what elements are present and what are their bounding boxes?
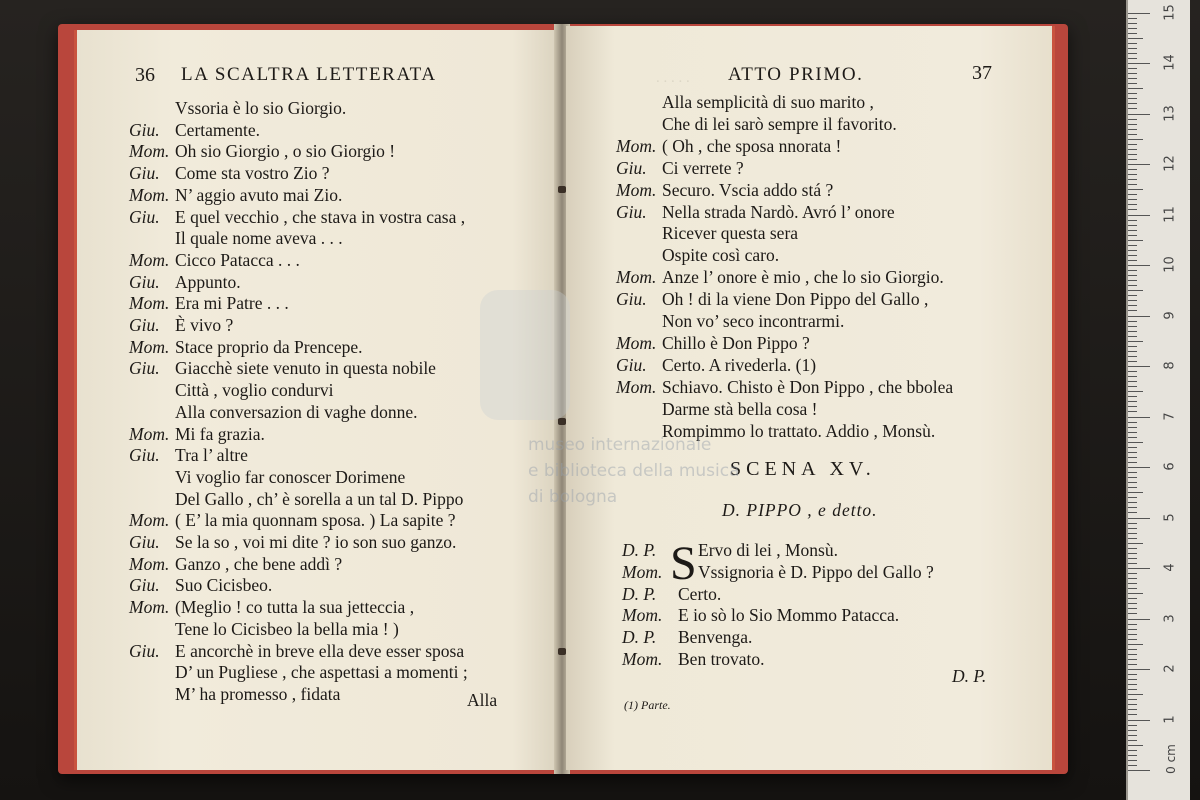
ruler-tick bbox=[1128, 204, 1137, 205]
ruler-tick bbox=[1128, 184, 1137, 185]
ruler-tick bbox=[1128, 154, 1137, 155]
left-text-speaker: Mom. bbox=[129, 553, 170, 574]
ruler-tick bbox=[1128, 270, 1137, 271]
ruler-tick bbox=[1128, 386, 1137, 387]
ruler-tick bbox=[1128, 13, 1150, 14]
left-text-line: Alla conversazion di vaghe donne. bbox=[175, 401, 418, 422]
right-text-line: Ci verrete ? bbox=[662, 157, 744, 178]
ruler-tick bbox=[1128, 326, 1137, 327]
ruler-number: 13 bbox=[1162, 104, 1178, 122]
ruler-number: 12 bbox=[1162, 155, 1178, 172]
ruler-tick bbox=[1128, 199, 1137, 200]
left-text-line: Tra l’ altre bbox=[175, 445, 248, 466]
ruler-tick bbox=[1128, 644, 1143, 645]
right-text-line: Schiavo. Chisto è Don Pippo , che bbolea bbox=[662, 376, 954, 397]
ruler-tick bbox=[1128, 220, 1137, 221]
ruler-tick bbox=[1128, 381, 1137, 382]
ruler-tick bbox=[1128, 240, 1143, 241]
ruler-tick bbox=[1128, 432, 1137, 433]
ruler-tick bbox=[1128, 124, 1137, 125]
ruler-tick bbox=[1128, 144, 1137, 145]
ruler-tick bbox=[1128, 770, 1150, 771]
right-text-line: Oh ! di la viene Don Pippo del Gallo , bbox=[662, 289, 929, 310]
right-text-line: Ospite così caro. bbox=[662, 245, 780, 266]
ruler-tick bbox=[1128, 194, 1137, 195]
ruler-tick bbox=[1128, 417, 1150, 418]
ruler-tick bbox=[1128, 119, 1137, 120]
ruler-tick bbox=[1128, 336, 1137, 337]
ruler-tick bbox=[1128, 704, 1137, 705]
ruler-tick bbox=[1128, 300, 1137, 301]
left-text-speaker: Mom. bbox=[129, 293, 170, 314]
ruler-tick bbox=[1128, 103, 1137, 104]
ruler-tick bbox=[1128, 725, 1137, 726]
left-text-line: Vssoria è lo sio Giorgio. bbox=[175, 98, 347, 118]
left-text-speaker: Giu. bbox=[129, 358, 160, 379]
left-text-line: Oh sio Giorgio , o sio Giorgio ! bbox=[175, 141, 396, 162]
left-text-line: Certamente. bbox=[175, 119, 261, 140]
ruler-number: 9 bbox=[1162, 310, 1178, 320]
ruler-number: 1 bbox=[1162, 714, 1178, 724]
ruler-tick bbox=[1128, 134, 1137, 135]
ruler-tick bbox=[1128, 518, 1150, 519]
ruler-tick bbox=[1128, 255, 1137, 256]
left-text-speaker: Giu. bbox=[129, 315, 160, 335]
ruler-tick bbox=[1128, 548, 1137, 549]
left-text-line: È vivo ? bbox=[175, 315, 234, 335]
ruler-tick bbox=[1128, 659, 1137, 660]
ruler-tick bbox=[1128, 482, 1137, 483]
left-text-speaker: Mom. bbox=[129, 510, 170, 531]
ruler-tick bbox=[1128, 290, 1143, 291]
left-text-speaker: Giu. bbox=[129, 532, 160, 552]
ruler-tick bbox=[1128, 98, 1137, 99]
right-text-line: ( Oh , che sposa nnorata ! bbox=[662, 135, 842, 156]
left-text-speaker: Mom. bbox=[129, 141, 170, 162]
ruler-unit: 0 cm bbox=[1163, 744, 1178, 774]
ruler-tick bbox=[1128, 48, 1137, 49]
ruler-tick bbox=[1128, 563, 1137, 564]
ruler-tick bbox=[1128, 225, 1137, 226]
ruler-tick bbox=[1128, 78, 1137, 79]
ruler-tick bbox=[1128, 533, 1137, 534]
ruler-tick bbox=[1128, 341, 1143, 342]
watermark-line: museo internazionale bbox=[528, 435, 712, 455]
left-text-speaker: Mom. bbox=[129, 184, 170, 205]
ruler-tick bbox=[1128, 149, 1137, 150]
ruler-tick bbox=[1128, 68, 1137, 69]
ruler-tick bbox=[1128, 512, 1137, 513]
right-text-line: Nella strada Nardò. Avró l’ onore bbox=[662, 201, 895, 222]
ruler-tick bbox=[1128, 33, 1137, 34]
ruler-tick bbox=[1128, 321, 1137, 322]
left-text-line: N’ aggio avuto mai Zio. bbox=[175, 184, 343, 205]
ruler-tick bbox=[1128, 593, 1143, 594]
ruler-number: 14 bbox=[1162, 54, 1178, 71]
scene-text-line: E io sò lo Sio Mommo Patacca. bbox=[678, 605, 900, 626]
ruler-tick bbox=[1128, 492, 1143, 493]
left-text-speaker: Giu. bbox=[129, 445, 160, 466]
ruler-tick bbox=[1128, 694, 1143, 695]
left-text-line: D’ un Pugliese , che aspettasi a momenti ; bbox=[175, 662, 468, 683]
ruler-tick bbox=[1128, 361, 1137, 362]
ruler-tick bbox=[1128, 316, 1150, 317]
ruler-tick bbox=[1128, 331, 1137, 332]
ruler-tick bbox=[1128, 573, 1137, 574]
ruler-tick bbox=[1128, 477, 1137, 478]
ruler-tick bbox=[1128, 654, 1137, 655]
ruler-tick bbox=[1128, 553, 1137, 554]
ruler-tick bbox=[1128, 765, 1137, 766]
ruler-tick bbox=[1128, 558, 1137, 559]
right-text-line: Darme stà bella cosa ! bbox=[662, 398, 818, 419]
ruler-tick bbox=[1128, 139, 1143, 140]
ruler-tick bbox=[1128, 740, 1137, 741]
right-text-line: Non vo’ seco incontrarmi. bbox=[662, 311, 845, 331]
ruler-tick bbox=[1128, 351, 1137, 352]
scene-text-speaker: Mom. bbox=[622, 605, 663, 626]
watermark bbox=[528, 432, 740, 510]
ruler-tick bbox=[1128, 613, 1137, 614]
left-text-line: Il quale nome aveva . . . bbox=[175, 228, 343, 249]
ruler-tick bbox=[1128, 598, 1137, 599]
ruler-tick bbox=[1128, 129, 1137, 130]
scene-text-line: Ervo di lei , Monsù. bbox=[698, 540, 838, 560]
ruler-tick bbox=[1128, 406, 1137, 407]
ruler-number: 8 bbox=[1162, 361, 1178, 370]
ruler-tick bbox=[1128, 371, 1137, 372]
scene-text-line: Benvenga. bbox=[678, 627, 753, 648]
ruler-tick bbox=[1128, 755, 1137, 756]
ruler-tick bbox=[1128, 28, 1137, 29]
right-text-speaker: Mom. bbox=[616, 332, 657, 353]
ruler-tick bbox=[1128, 174, 1137, 175]
ruler-tick bbox=[1128, 260, 1137, 261]
ruler-tick bbox=[1128, 43, 1137, 44]
right-text-line: Alla semplicità di suo marito , bbox=[662, 92, 874, 112]
ruler-tick bbox=[1128, 215, 1150, 216]
ruler-tick bbox=[1128, 730, 1137, 731]
right-text-speaker: Mom. bbox=[616, 376, 657, 397]
ruler-number: 4 bbox=[1162, 563, 1178, 572]
ruler-tick bbox=[1128, 38, 1143, 39]
watermark-line: e biblioteca della musica bbox=[528, 461, 740, 481]
ruler-tick bbox=[1128, 401, 1137, 402]
ruler-tick bbox=[1128, 714, 1137, 715]
ruler-tick bbox=[1128, 189, 1143, 190]
left-running-title: LA SCALTRA LETTERATA bbox=[181, 64, 437, 85]
ruler-tick bbox=[1128, 709, 1137, 710]
left-text-line: E ancorchè in breve ella deve esser sposa bbox=[175, 640, 465, 661]
left-text-line: Mi fa grazia. bbox=[175, 423, 265, 444]
drop-cap: S bbox=[670, 537, 697, 590]
ruler-number: 7 bbox=[1162, 411, 1178, 421]
ruler-tick bbox=[1128, 639, 1137, 640]
ruler-tick bbox=[1128, 634, 1137, 635]
ruler-tick bbox=[1128, 437, 1137, 438]
ruler-tick bbox=[1128, 265, 1150, 266]
right-text-speaker: Giu. bbox=[616, 354, 647, 375]
ruler-tick bbox=[1128, 427, 1137, 428]
scene-text-speaker: Mom. bbox=[622, 649, 663, 669]
left-text-speaker: Mom. bbox=[129, 597, 170, 618]
ruler-tick bbox=[1128, 467, 1150, 468]
ruler-tick bbox=[1128, 543, 1143, 544]
ruler-tick bbox=[1128, 179, 1137, 180]
left-text-speaker: Mom. bbox=[129, 423, 170, 444]
left-text-line: Appunto. bbox=[175, 271, 241, 292]
ruler-tick bbox=[1128, 108, 1137, 109]
ruler-tick bbox=[1128, 487, 1137, 488]
ruler-tick bbox=[1128, 391, 1143, 392]
ruler-tick bbox=[1128, 689, 1137, 690]
right-text-speaker: Mom. bbox=[616, 267, 657, 288]
ruler-tick bbox=[1128, 735, 1137, 736]
right-text-speaker: Mom. bbox=[616, 179, 657, 200]
ruler-tick bbox=[1128, 608, 1137, 609]
left-text-speaker: Giu. bbox=[129, 119, 160, 140]
ruler-number: 15 bbox=[1162, 3, 1178, 21]
binding-stitch bbox=[558, 418, 566, 425]
right-text-line: Certo. A rivederla. (1) bbox=[662, 354, 817, 375]
scene-text-speaker: D. P. bbox=[622, 583, 657, 604]
binding-stitch bbox=[558, 648, 566, 655]
ruler-number: 2 bbox=[1162, 664, 1178, 673]
ruler-tick bbox=[1128, 164, 1150, 165]
ruler-tick bbox=[1128, 538, 1137, 539]
left-text-speaker: Mom. bbox=[129, 249, 170, 270]
ruler-tick bbox=[1128, 674, 1137, 675]
right-text-speaker: Giu. bbox=[616, 289, 647, 310]
ruler-tick bbox=[1128, 624, 1137, 625]
ruler-tick bbox=[1128, 578, 1137, 579]
ruler-tick bbox=[1128, 376, 1137, 377]
right-catchword: D. P. bbox=[952, 666, 987, 686]
left-text-speaker: Giu. bbox=[129, 206, 160, 227]
left-text-speaker: Giu. bbox=[129, 575, 160, 596]
ruler-tick bbox=[1128, 53, 1137, 54]
right-text-line: Ricever questa sera bbox=[662, 223, 799, 244]
left-page-number: 36 bbox=[135, 64, 155, 86]
right-page bbox=[566, 26, 1055, 770]
right-text-line: Securo. Vscia addo stá ? bbox=[662, 179, 834, 200]
ruler-tick bbox=[1128, 472, 1137, 473]
ruler-tick bbox=[1128, 720, 1150, 721]
ruler-tick bbox=[1128, 684, 1137, 685]
left-text-line: Se la so , voi mi dite ? io son suo ganzo. bbox=[175, 532, 457, 552]
binding-stitch bbox=[558, 186, 566, 193]
ruler-tick bbox=[1128, 422, 1137, 423]
left-text-line: Ganzo , che bene addì ? bbox=[175, 553, 343, 574]
scene-heading: SCENA XV. bbox=[730, 458, 876, 480]
ruler-tick bbox=[1128, 63, 1150, 64]
watermark-line: di bologna bbox=[528, 487, 618, 507]
left-text-line: Del Gallo , ch’ è sorella a un tal D. Pippo bbox=[175, 488, 464, 509]
ruler-tick bbox=[1128, 245, 1137, 246]
left-text-line: Era mi Patre . . . bbox=[175, 293, 289, 314]
ruler-tick bbox=[1128, 619, 1150, 620]
ruler-tick bbox=[1128, 346, 1137, 347]
ruler-tick bbox=[1128, 250, 1137, 251]
ruler-tick bbox=[1128, 452, 1137, 453]
ruler-tick bbox=[1128, 18, 1137, 19]
ruler-number: 3 bbox=[1162, 613, 1178, 623]
scene-cast: D. PIPPO , e detto. bbox=[722, 500, 878, 520]
ruler-tick bbox=[1128, 230, 1137, 231]
left-text-speaker: Giu. bbox=[129, 640, 160, 661]
left-text-line: (Meglio ! co tutta la sua jetteccia , bbox=[175, 597, 415, 618]
ruler-tick bbox=[1128, 73, 1137, 74]
left-text-speaker: Mom. bbox=[129, 336, 170, 357]
ruler-tick bbox=[1128, 664, 1137, 665]
left-text-line: Giacchè siete venuto in questa nobile bbox=[175, 358, 436, 379]
ruler-number: 5 bbox=[1162, 512, 1178, 522]
ruler-tick bbox=[1128, 114, 1150, 115]
scene-text-speaker: D. P. bbox=[622, 540, 657, 560]
ruler-tick bbox=[1128, 568, 1150, 569]
left-text-line: M’ ha promesso , fidata bbox=[175, 683, 341, 704]
ruler-tick bbox=[1128, 528, 1137, 529]
left-text-line: Città , voglio condurvi bbox=[175, 380, 334, 401]
left-text-line: Cicco Patacca . . . bbox=[175, 249, 300, 270]
scene-text-line: Certo. bbox=[678, 583, 722, 604]
footnote: (1) Parte. bbox=[624, 698, 671, 712]
ruler-tick bbox=[1128, 507, 1137, 508]
ruler-tick bbox=[1128, 159, 1137, 160]
ruler-tick bbox=[1128, 411, 1137, 412]
ruler-tick bbox=[1128, 457, 1137, 458]
left-text-line: Come sta vostro Zio ? bbox=[175, 163, 330, 184]
measuring-ruler bbox=[1126, 0, 1190, 800]
scene-text-speaker: Mom. bbox=[622, 561, 663, 582]
ruler-tick bbox=[1128, 699, 1137, 700]
ruler-tick bbox=[1128, 310, 1137, 311]
scene-text-line: Ben trovato. bbox=[678, 649, 765, 669]
right-running-title: ATTO PRIMO. bbox=[728, 64, 864, 85]
left-text-speaker: Giu. bbox=[129, 271, 160, 292]
ruler-tick bbox=[1128, 285, 1137, 286]
right-text-speaker: Giu. bbox=[616, 157, 647, 178]
left-catchword: Alla bbox=[467, 690, 498, 710]
left-text-line: E quel vecchio , che stava in vostra casa , bbox=[175, 206, 466, 227]
ruler-tick bbox=[1128, 588, 1137, 589]
left-text-line: ( E’ la mia quonnam sposa. ) La sapite ? bbox=[175, 510, 456, 531]
ruler-tick bbox=[1128, 679, 1137, 680]
bleed-through: . . . . . bbox=[656, 70, 690, 86]
ruler-tick bbox=[1128, 88, 1143, 89]
ruler-tick bbox=[1128, 603, 1137, 604]
ruler-tick bbox=[1128, 23, 1137, 24]
ruler-tick bbox=[1128, 275, 1137, 276]
right-page-number: 37 bbox=[972, 62, 992, 84]
ruler-tick bbox=[1128, 280, 1137, 281]
ruler-tick bbox=[1128, 93, 1137, 94]
scene-text-speaker: D. P. bbox=[622, 627, 657, 648]
left-text-line: Suo Cicisbeo. bbox=[175, 575, 273, 596]
ruler-number: 11 bbox=[1162, 205, 1178, 223]
ruler-tick bbox=[1128, 169, 1137, 170]
ruler-tick bbox=[1128, 209, 1137, 210]
left-text-line: Tene lo Cicisbeo la bella mia ! ) bbox=[175, 618, 399, 639]
ruler-tick bbox=[1128, 235, 1137, 236]
scene-text-line: Vssignoria è D. Pippo del Gallo ? bbox=[698, 561, 934, 582]
ruler-tick bbox=[1128, 447, 1137, 448]
ruler-tick bbox=[1128, 750, 1137, 751]
ruler-tick bbox=[1128, 629, 1137, 630]
right-text-speaker: Giu. bbox=[616, 201, 647, 222]
left-text-speaker: Giu. bbox=[129, 163, 160, 184]
ruler-tick bbox=[1128, 497, 1137, 498]
ruler-tick bbox=[1128, 366, 1150, 367]
ruler-tick bbox=[1128, 523, 1137, 524]
right-text-line: Che di lei sarò sempre il favorito. bbox=[662, 113, 897, 134]
ruler-tick bbox=[1128, 83, 1137, 84]
right-text-line: Anze l’ onore è mio , che lo sio Giorgio. bbox=[662, 267, 944, 288]
ruler-number: 10 bbox=[1162, 256, 1178, 273]
ruler-tick bbox=[1128, 745, 1143, 746]
ruler-tick bbox=[1128, 760, 1137, 761]
ruler-tick bbox=[1128, 442, 1143, 443]
ruler-tick bbox=[1128, 649, 1137, 650]
ruler-tick bbox=[1128, 669, 1150, 670]
ruler-tick bbox=[1128, 462, 1137, 463]
ruler-tick bbox=[1128, 502, 1137, 503]
right-text-line: Rompimmo lo trattato. Addio , Monsù. bbox=[662, 420, 936, 441]
ruler-tick bbox=[1128, 295, 1137, 296]
right-text-line: Chillo è Don Pippo ? bbox=[662, 332, 810, 353]
ruler-tick bbox=[1128, 396, 1137, 397]
right-text-speaker: Mom. bbox=[616, 135, 657, 156]
ruler-tick bbox=[1128, 305, 1137, 306]
watermark-logo bbox=[480, 290, 570, 420]
left-text-line: Stace proprio da Prencepe. bbox=[175, 336, 363, 357]
left-text-line: Vi voglio far conoscer Dorimene bbox=[175, 466, 406, 487]
ruler-tick bbox=[1128, 356, 1137, 357]
ruler-tick bbox=[1128, 58, 1137, 59]
ruler-tick bbox=[1128, 583, 1137, 584]
ruler-number: 6 bbox=[1162, 462, 1178, 471]
